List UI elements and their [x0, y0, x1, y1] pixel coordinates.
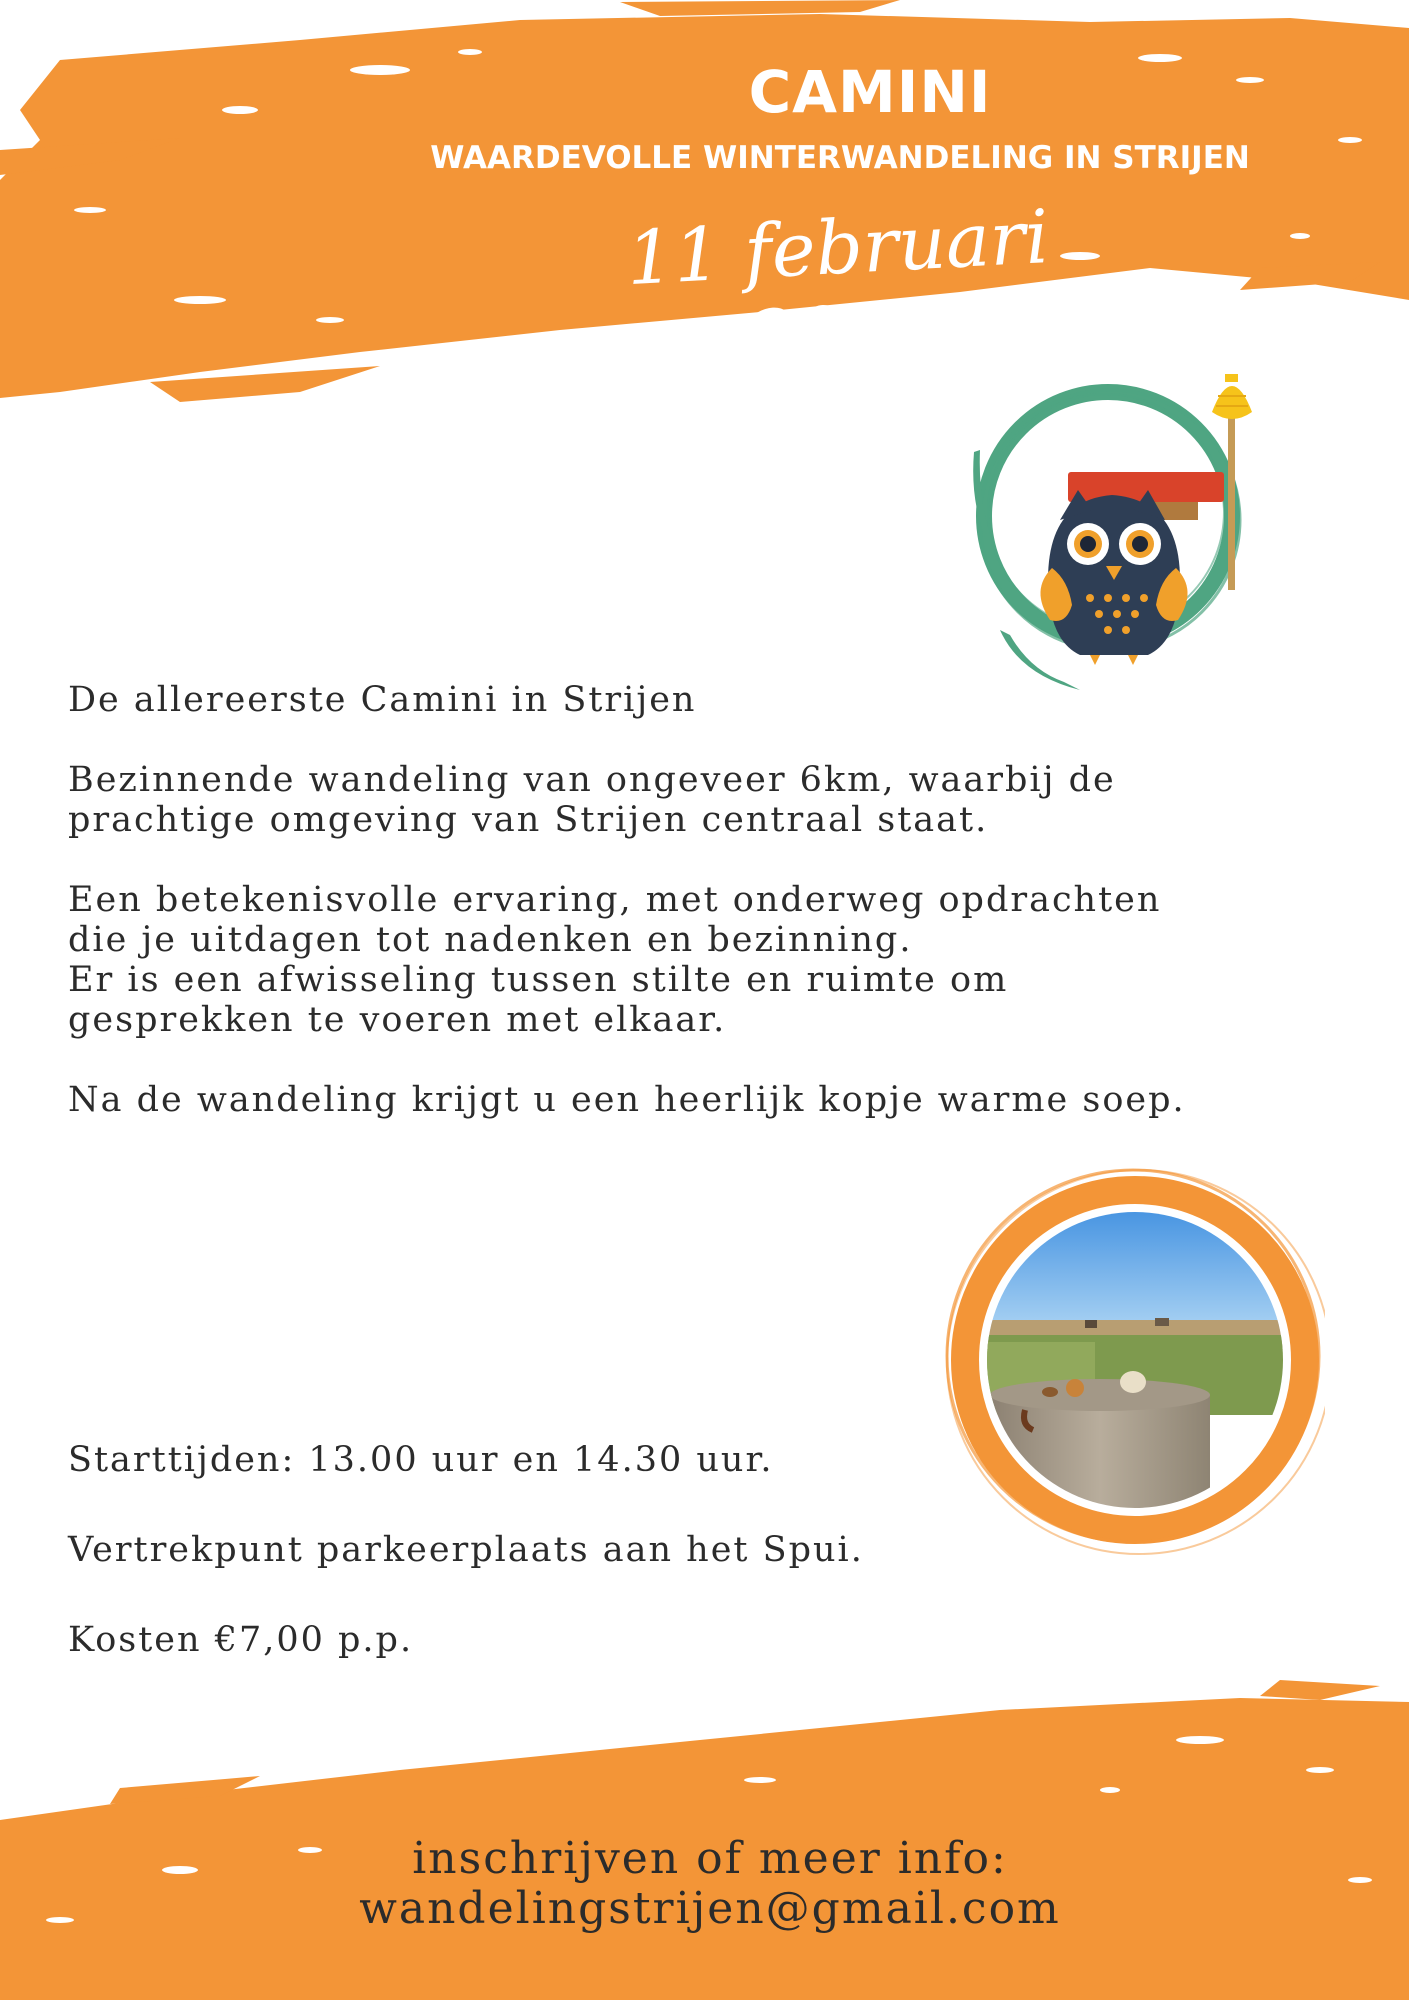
intro-paragraph-soup: Na de wandeling krijgt u een heerlijk kopje warme soep.	[68, 1080, 1186, 1120]
intro-heading: De allereerste Camini in Strijen	[68, 680, 697, 720]
contact-email[interactable]: wandelingstrijen@gmail.com	[359, 1883, 1061, 1934]
owl-pilgrim-icon	[960, 330, 1260, 730]
page-title: CAMINI	[748, 58, 992, 126]
meeting-point: Vertrekpunt parkeerplaats aan het Spui.	[68, 1530, 864, 1570]
page-subtitle: WAARDEVOLLE WINTERWANDELING IN STRIJEN	[430, 140, 1250, 176]
landscape-photo	[935, 1160, 1325, 1560]
event-date: 11 februari 2024	[624, 194, 1051, 382]
start-times: Starttijden: 13.00 uur en 14.30 uur.	[68, 1440, 774, 1480]
intro-paragraph-walk: Bezinnende wandeling van ongeveer 6km, waarbij de prachtige omgeving van Strijen centraal staat.	[68, 760, 1116, 840]
registration-info	[180, 1834, 1240, 1934]
cost: Kosten €7,00 p.p.	[68, 1620, 414, 1660]
intro-paragraph-experience: Een betekenisvolle ervaring, met onderweg opdrachten die je uitdagen tot nadenken en bezinning. Er is een afwisseling tussen stilte en ruimte om gesprekken te voeren met elkaar.	[68, 880, 1162, 1040]
registration-label: inschrijven of meer info:	[412, 1833, 1008, 1884]
